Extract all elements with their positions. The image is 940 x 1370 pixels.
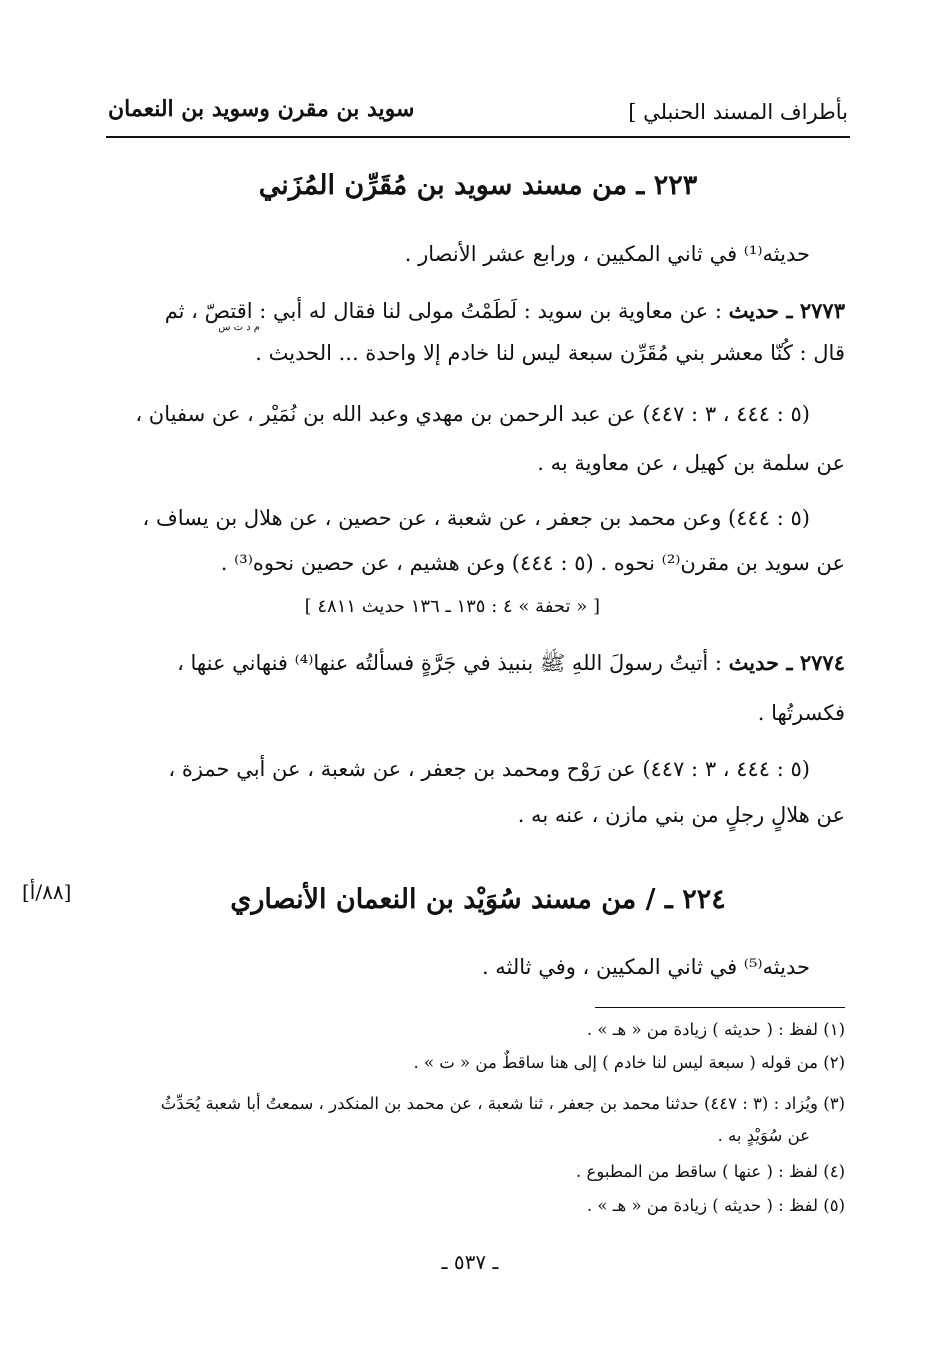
- hadith-2773-sigla: م د ت س: [218, 322, 260, 333]
- footnote-5: (٥) لفظ : ( حديثه ) زيادة من « هـ » .: [586, 1196, 845, 1215]
- hadith-2773-source1: (٥ : ٤٤٤ ، ٣ : ٤٤٧) عن عبد الرحمن بن مهدي وعبد الله بن نُمَيْر ، عن سفيان ،: [135, 402, 810, 426]
- footnote-4: (٤) لفظ : ( عنها ) ساقط من المطبوع .: [576, 1162, 845, 1181]
- hadith-2773-number: ٢٧٧٣ ـ حديث: [728, 298, 845, 323]
- footnote-3-line2: عن سُوَيْدٍ به .: [717, 1126, 810, 1145]
- footnote-3-line1: (٣) ويُزاد : (٣ : ٤٤٧) حدثنا محمد بن جعفر ، ثنا شعبة ، عن محمد بن المنكدر ، سمعتُ أبا شعبة يُحَدِّثُ: [160, 1094, 845, 1113]
- section-223-title: ٢٢٣ ـ من مسند سويد بن مُقَرِّن المُزَني: [258, 170, 698, 201]
- hadith-2773-tuhfa-ref: [ « تحفة » ٤ : ١٣٥ ـ ١٣٦ حديث ٤٨١١ ]: [304, 596, 600, 617]
- footnote-2: (٢) من قوله ( سبعة ليس لنا خادم ) إلى هنا ساقطٌ من « ت » .: [413, 1053, 845, 1072]
- hadith-2774-source1: (٥ : ٤٤٤ ، ٣ : ٤٤٧) عن رَوْح ومحمد بن جعفر ، عن شعبة ، عن أبي حمزة ،: [168, 757, 810, 781]
- hadith-2773-source3: (٥ : ٤٤٤) وعن محمد بن جعفر ، عن شعبة ، عن حصين ، عن هلال بن يساف ،: [142, 506, 810, 530]
- hadith-2774-text1: : أتيتُ رسولَ اللهِ ﷺ بنبيذ في جَرَّةٍ فسألتُه عنها⁽⁴⁾ فنهاني عنها ،: [177, 651, 722, 675]
- running-header-section-title: سويد بن مقرن وسويد بن النعمان: [108, 96, 415, 122]
- hadith-2773-line1: [85, 298, 845, 323]
- header-divider: [106, 136, 850, 138]
- section-224-intro: حديثه⁽⁵⁾ في ثاني المكيين ، وفي ثالثه .: [481, 955, 810, 979]
- hadith-2773-text1: : عن معاوية بن سويد : لَطَمْتُ مولى لنا فقال له أبي : اقتصّ ، ثم: [164, 299, 722, 323]
- section-224-title: ٢٢٤ ـ / من مسند سُوَيْد بن النعمان الأنصاري: [230, 884, 726, 915]
- hadith-2773-source4: عن سويد بن مقرن⁽²⁾ نحوه . (٥ : ٤٤٤) وعن هشيم ، عن حصين نحوه⁽³⁾ .: [220, 551, 845, 575]
- hadith-2774-line2: فكسرتُها .: [757, 701, 845, 725]
- hadith-2774-line1: [85, 650, 845, 681]
- hadith-2773-source2: عن سلمة بن كهيل ، عن معاوية به .: [537, 451, 845, 475]
- hadith-2774-number: ٢٧٧٤ ـ حديث: [728, 650, 845, 675]
- folio-marker: [٨٨/أ]: [22, 880, 72, 904]
- section-223-intro: حديثه⁽¹⁾ في ثاني المكيين ، ورابع عشر الأنصار .: [404, 242, 810, 266]
- hadith-2774-source2: عن هلالٍ رجلٍ من بني مازن ، عنه به .: [517, 803, 845, 827]
- running-header-book-title: بأطراف المسند الحنبلي ]: [628, 100, 848, 124]
- hadith-2773-line2: قال : كُنّا معشر بني مُقَرِّن سبعة ليس لنا خادم إلا واحدة ... الحديث .: [255, 341, 845, 365]
- footnote-divider: [595, 1007, 845, 1008]
- footnote-1: (١) لفظ : ( حديثه ) زيادة من « هـ » .: [586, 1020, 845, 1039]
- page-number: ـ ٥٣٧ ـ: [441, 1250, 499, 1274]
